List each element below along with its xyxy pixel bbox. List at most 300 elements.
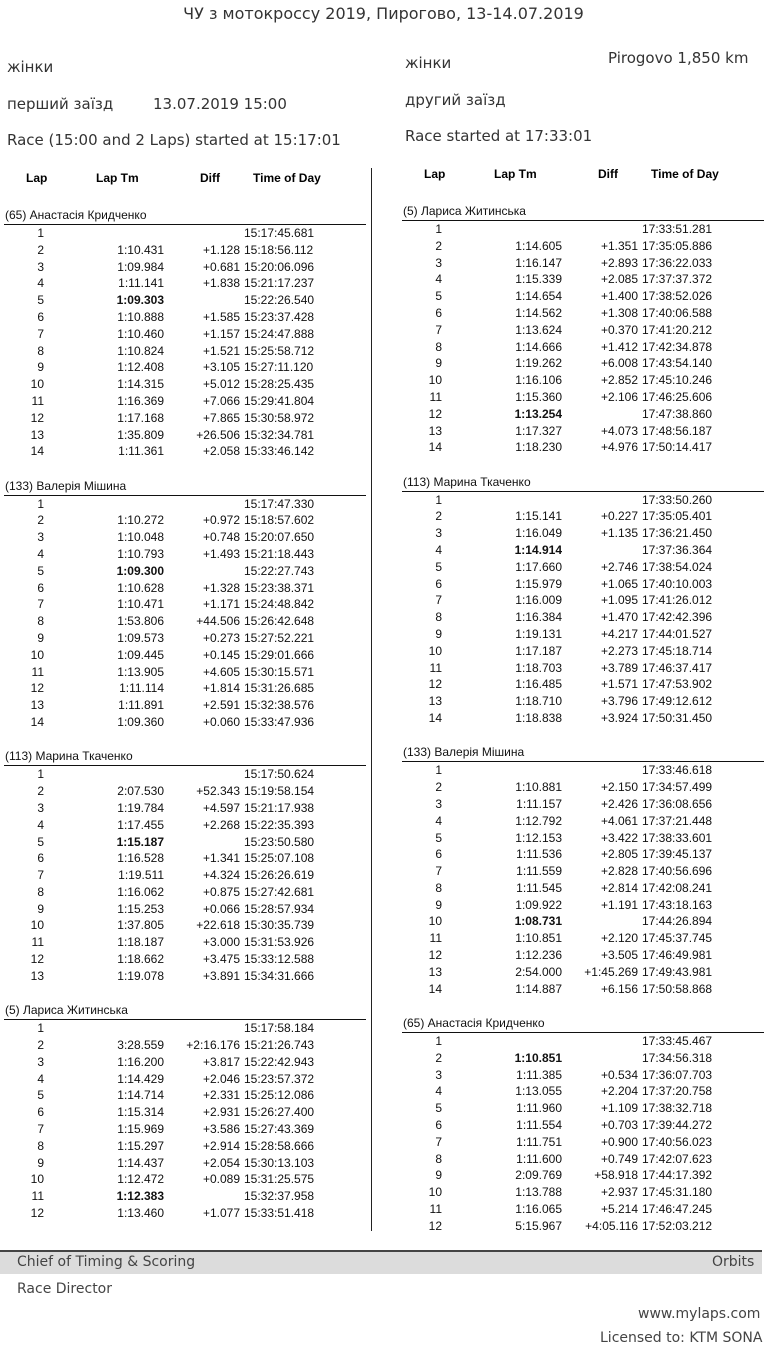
lap-number: 9 xyxy=(37,360,44,375)
lap-number: 6 xyxy=(435,1117,442,1132)
lap-time: 1:14.654 xyxy=(515,289,562,304)
lap-time: 1:13.788 xyxy=(515,1185,562,1200)
lap-time: 1:12.408 xyxy=(117,360,164,375)
lap-number: 8 xyxy=(37,343,44,358)
lap-row xyxy=(402,796,764,813)
lap-row xyxy=(4,697,366,714)
lap-number: 12 xyxy=(30,1205,44,1220)
time-of-day: 17:37:21.448 xyxy=(642,813,713,828)
lap-row xyxy=(402,1067,764,1084)
lap-time: 1:15.187 xyxy=(116,834,164,849)
rider-name: (65) Анастасія Кридченко xyxy=(402,1014,764,1033)
lap-time: 1:17.660 xyxy=(515,559,562,574)
time-of-day: 15:33:12.588 xyxy=(244,952,315,967)
lap-row xyxy=(4,1071,366,1088)
lap-row xyxy=(402,947,764,964)
lap-time: 1:16.485 xyxy=(515,677,562,692)
time-of-day: 15:26:42.648 xyxy=(244,614,315,629)
lap-row xyxy=(4,834,366,851)
right-results-column xyxy=(402,202,764,1235)
lap-number: 2 xyxy=(37,1037,44,1052)
time-of-day: 15:31:26.685 xyxy=(244,681,315,696)
lap-row xyxy=(402,710,764,727)
lap-time: 1:09.573 xyxy=(117,631,164,646)
lap-row xyxy=(402,913,764,930)
lap-time: 1:19.078 xyxy=(117,968,164,983)
lap-number: 7 xyxy=(37,1121,44,1136)
lap-row xyxy=(402,830,764,847)
lap-time: 1:11.361 xyxy=(118,444,164,459)
lap-number: 5 xyxy=(435,1101,442,1116)
lap-time: 1:13.905 xyxy=(117,664,164,679)
time-of-day: 15:18:57.602 xyxy=(244,513,315,528)
lap-number: 12 xyxy=(30,681,44,696)
lap-time: 1:18.703 xyxy=(515,660,562,675)
time-of-day: 17:33:46.618 xyxy=(642,763,713,778)
lap-diff: +26.506 xyxy=(196,427,240,442)
lap-number: 3 xyxy=(435,1067,442,1082)
lap-time: 1:18.230 xyxy=(515,440,562,455)
lap-row xyxy=(4,496,366,513)
website-label: www.mylaps.com xyxy=(638,1306,761,1322)
time-of-day: 17:49:12.612 xyxy=(642,694,713,709)
time-of-day: 17:38:54.024 xyxy=(642,559,713,574)
time-of-day: 15:24:48.842 xyxy=(244,597,315,612)
lap-diff: +0.145 xyxy=(202,647,240,662)
time-of-day: 15:25:58.712 xyxy=(244,343,315,358)
lap-time: 1:12.792 xyxy=(515,813,562,828)
lap-number: 8 xyxy=(37,884,44,899)
lap-diff: +0.749 xyxy=(600,1151,638,1166)
time-of-day: 15:33:47.936 xyxy=(244,715,315,730)
time-of-day: 15:23:57.372 xyxy=(244,1071,315,1086)
lap-number: 2 xyxy=(37,242,44,257)
lap-time: 1:15.339 xyxy=(515,272,562,287)
datetime-left: 13.07.2019 15:00 xyxy=(153,95,287,113)
lap-time: 1:12.472 xyxy=(117,1172,164,1187)
lap-row xyxy=(402,1167,764,1184)
lap-row xyxy=(4,968,366,985)
lap-diff: +44.506 xyxy=(196,614,240,629)
heat-left: перший заїзд xyxy=(7,95,114,113)
time-of-day: 15:23:38.371 xyxy=(244,580,315,595)
time-of-day: 17:40:56.023 xyxy=(642,1134,713,1149)
lap-row xyxy=(4,376,366,393)
lap-diff: +3.422 xyxy=(600,830,638,845)
lap-diff: +5.012 xyxy=(202,377,240,392)
lap-number: 3 xyxy=(37,800,44,815)
lap-row xyxy=(4,580,366,597)
time-of-day: 17:35:05.401 xyxy=(642,509,713,524)
lap-diff: +2.268 xyxy=(202,817,240,832)
lap-diff: +2.814 xyxy=(600,880,638,895)
lap-row xyxy=(402,964,764,981)
lap-number: 5 xyxy=(435,830,442,845)
time-of-day: 17:46:37.417 xyxy=(642,660,713,675)
lap-diff: +1.128 xyxy=(202,242,240,257)
lap-number: 2 xyxy=(435,509,442,524)
lap-diff: +4:05.116 xyxy=(585,1218,638,1233)
lap-diff: +2.204 xyxy=(600,1084,638,1099)
lap-time: 1:14.714 xyxy=(117,1088,164,1103)
lap-number: 2 xyxy=(37,784,44,799)
lap-row xyxy=(4,1171,366,1188)
lap-time: 1:19.784 xyxy=(117,800,164,815)
lap-number: 11 xyxy=(31,664,44,679)
lap-diff: +1.412 xyxy=(600,339,638,354)
lap-number: 1 xyxy=(37,496,44,511)
time-of-day: 15:18:56.112 xyxy=(244,242,314,257)
time-of-day: 15:30:35.739 xyxy=(244,918,315,933)
lap-number: 2 xyxy=(435,238,442,253)
time-of-day: 17:44:26.894 xyxy=(642,914,713,929)
time-of-day: 15:27:52.221 xyxy=(244,631,315,646)
lap-number: 14 xyxy=(428,440,442,455)
lap-number: 4 xyxy=(435,1084,442,1099)
lap-time: 1:13.460 xyxy=(117,1205,164,1220)
lap-row xyxy=(4,783,366,800)
lap-time: 1:18.187 xyxy=(117,935,164,950)
time-of-day: 15:17:45.681 xyxy=(244,226,315,240)
lap-diff: +1.077 xyxy=(202,1205,240,1220)
time-of-day: 17:43:18.163 xyxy=(642,897,713,912)
lap-diff: +1.814 xyxy=(202,681,240,696)
category-right: жінки xyxy=(405,54,452,72)
lap-time: 1:14.914 xyxy=(514,543,562,558)
lap-row xyxy=(402,339,764,356)
lap-row xyxy=(402,660,764,677)
lap-time: 1:14.887 xyxy=(515,981,562,996)
lap-diff: +5.214 xyxy=(600,1201,638,1216)
time-of-day: 17:37:20.758 xyxy=(642,1084,713,1099)
rider-name: (133) Валерія Мішина xyxy=(4,477,366,496)
lap-diff: +0.900 xyxy=(600,1134,638,1149)
lap-number: 1 xyxy=(37,1021,44,1036)
time-of-day: 17:36:08.656 xyxy=(642,796,713,811)
lap-diff: +2.852 xyxy=(600,373,638,388)
lap-number: 10 xyxy=(30,647,44,662)
time-of-day: 17:46:47.245 xyxy=(642,1201,713,1216)
lap-number: 14 xyxy=(30,444,44,459)
lap-diff: +3.475 xyxy=(202,952,240,967)
lap-number: 11 xyxy=(429,389,442,404)
lap-row xyxy=(4,443,366,460)
lap-number: 10 xyxy=(428,1185,442,1200)
lap-row xyxy=(4,563,366,580)
lap-row xyxy=(402,1100,764,1117)
col-header-lap: Lap xyxy=(26,171,48,185)
time-of-day: 17:52:03.212 xyxy=(642,1218,713,1233)
lap-time: 1:15.314 xyxy=(117,1105,164,1120)
lap-row xyxy=(402,559,764,576)
lap-number: 4 xyxy=(37,817,44,832)
lap-diff: +6.008 xyxy=(600,356,638,371)
time-of-day: 17:38:52.026 xyxy=(642,289,713,304)
lap-time: 1:16.147 xyxy=(515,255,562,270)
rider-name: (65) Анастасія Кридченко xyxy=(4,206,366,225)
lap-row xyxy=(4,1037,366,1054)
lap-number: 6 xyxy=(37,580,44,595)
lap-diff: +3.505 xyxy=(600,948,638,963)
lap-number: 6 xyxy=(435,305,442,320)
lap-diff: +1.470 xyxy=(600,610,638,625)
lap-diff: +4.605 xyxy=(202,664,240,679)
lap-row xyxy=(4,512,366,529)
lap-number: 14 xyxy=(30,715,44,730)
time-of-day: 15:19:58.154 xyxy=(244,784,315,799)
lap-number: 10 xyxy=(30,918,44,933)
time-of-day: 17:34:56.318 xyxy=(642,1050,713,1065)
time-of-day: 15:32:34.781 xyxy=(244,427,315,442)
lap-row xyxy=(402,238,764,255)
lap-time: 1:14.605 xyxy=(515,238,562,253)
time-of-day: 17:41:26.012 xyxy=(642,593,713,608)
lap-diff: +3.789 xyxy=(600,660,638,675)
lap-time: 1:15.360 xyxy=(515,389,562,404)
lap-number: 2 xyxy=(435,780,442,795)
lap-number: 12 xyxy=(428,1218,442,1233)
lap-time: 1:11.141 xyxy=(118,276,164,291)
lap-time: 1:09.984 xyxy=(117,259,164,274)
lap-time: 1:15.141 xyxy=(515,509,562,524)
lap-diff: +1:45.269 xyxy=(584,964,638,979)
lap-time: 1:14.666 xyxy=(515,339,562,354)
lap-row xyxy=(402,981,764,998)
lap-diff: +2.150 xyxy=(600,780,638,795)
lap-row xyxy=(402,1033,764,1050)
rider-section xyxy=(4,477,366,731)
lap-diff: +2.937 xyxy=(600,1185,638,1200)
lap-number: 13 xyxy=(30,698,44,713)
time-of-day: 17:41:20.212 xyxy=(642,322,713,337)
time-of-day: 17:48:56.187 xyxy=(642,423,713,438)
lap-row xyxy=(4,613,366,630)
lap-time: 1:16.009 xyxy=(515,593,562,608)
time-of-day: 15:22:27.743 xyxy=(244,563,315,578)
lap-row xyxy=(4,714,366,731)
lap-number: 1 xyxy=(435,222,442,236)
lap-row xyxy=(4,867,366,884)
time-of-day: 17:40:10.003 xyxy=(642,576,713,591)
lap-diff: +0.534 xyxy=(600,1067,638,1082)
lap-diff: +4.976 xyxy=(600,440,638,455)
lap-number: 1 xyxy=(435,492,442,507)
lap-number: 4 xyxy=(435,543,442,558)
lap-diff: +2.058 xyxy=(202,444,240,459)
lap-time: 1:10.851 xyxy=(515,931,562,946)
lap-number: 13 xyxy=(428,423,442,438)
lap-diff: +2.085 xyxy=(600,272,638,287)
time-of-day: 15:26:27.400 xyxy=(244,1105,315,1120)
time-of-day: 17:33:51.281 xyxy=(642,222,713,236)
lap-row xyxy=(4,901,366,918)
time-of-day: 15:29:01.666 xyxy=(244,647,315,662)
lap-time: 1:12.153 xyxy=(515,830,562,845)
time-of-day: 17:45:31.180 xyxy=(642,1185,713,1200)
lap-number: 4 xyxy=(435,813,442,828)
page-title: ЧУ з мотокроссу 2019, Пирогово, 13-14.07.2019 xyxy=(183,4,584,23)
lap-number: 1 xyxy=(435,763,442,778)
lap-diff: +2.426 xyxy=(600,796,638,811)
lap-row xyxy=(4,647,366,664)
lap-number: 1 xyxy=(37,226,44,240)
lap-diff: +0.681 xyxy=(202,259,240,274)
lap-time: 1:17.327 xyxy=(515,423,562,438)
lap-time: 1:14.429 xyxy=(117,1071,164,1086)
time-of-day: 15:30:58.972 xyxy=(244,410,315,425)
lap-number: 5 xyxy=(37,834,44,849)
lap-number: 9 xyxy=(37,1155,44,1170)
lap-diff: +4.073 xyxy=(600,423,638,438)
lap-time: 1:10.628 xyxy=(117,580,164,595)
lap-number: 11 xyxy=(31,393,44,408)
lap-row xyxy=(4,1054,366,1071)
lap-diff: +1.065 xyxy=(600,576,638,591)
time-of-day: 15:21:18.443 xyxy=(244,547,315,562)
lap-number: 9 xyxy=(435,1168,442,1183)
lap-row xyxy=(402,322,764,339)
time-of-day: 17:43:54.140 xyxy=(642,356,713,371)
lap-diff: +1.838 xyxy=(202,276,240,291)
lap-number: 7 xyxy=(435,1134,442,1149)
lap-time: 1:13.055 xyxy=(515,1084,562,1099)
lap-number: 8 xyxy=(37,1138,44,1153)
lap-time: 1:11.157 xyxy=(516,796,562,811)
lap-time: 1:15.253 xyxy=(117,901,164,916)
lap-diff: +4.061 xyxy=(600,813,638,828)
time-of-day: 17:36:07.703 xyxy=(642,1067,713,1082)
lap-time: 1:11.751 xyxy=(516,1134,562,1149)
lap-diff: +0.703 xyxy=(600,1117,638,1132)
lap-diff: +0.972 xyxy=(202,513,240,528)
lap-diff: +1.191 xyxy=(600,897,638,912)
lap-time: 1:17.168 xyxy=(117,410,164,425)
lap-time: 5:15.967 xyxy=(515,1218,562,1233)
time-of-day: 17:46:25.606 xyxy=(642,389,713,404)
lap-diff: +1.493 xyxy=(202,547,240,562)
lap-row xyxy=(402,779,764,796)
time-of-day: 15:17:58.184 xyxy=(244,1021,315,1036)
lap-time: 1:13.624 xyxy=(515,322,562,337)
lap-diff: +1.135 xyxy=(600,526,638,541)
lap-row xyxy=(402,813,764,830)
lap-row xyxy=(4,343,366,360)
lap-time: 1:16.384 xyxy=(515,610,562,625)
lap-time: 1:14.315 xyxy=(117,377,164,392)
lap-number: 13 xyxy=(428,964,442,979)
time-of-day: 15:31:25.575 xyxy=(244,1172,315,1187)
lap-diff: +1.351 xyxy=(600,238,638,253)
time-of-day: 17:42:34.878 xyxy=(642,339,713,354)
lap-number: 4 xyxy=(37,276,44,291)
time-of-day: 15:28:25.435 xyxy=(244,377,315,392)
lap-diff: +0.875 xyxy=(202,884,240,899)
lap-row xyxy=(4,951,366,968)
lap-diff: +0.273 xyxy=(202,631,240,646)
time-of-day: 17:50:14.417 xyxy=(642,440,713,455)
lap-time: 1:19.262 xyxy=(515,356,562,371)
lap-row xyxy=(4,259,366,276)
lap-diff: +1.571 xyxy=(600,677,638,692)
lap-row xyxy=(4,664,366,681)
lap-diff: +0.060 xyxy=(202,715,240,730)
lap-time: 1:37.805 xyxy=(117,918,164,933)
chief-of-timing-label: Chief of Timing & Scoring xyxy=(17,1254,196,1270)
lap-time: 1:11.536 xyxy=(516,847,562,862)
lap-number: 3 xyxy=(435,255,442,270)
lap-time: 1:09.360 xyxy=(117,715,164,730)
location-label: Pirogovo 1,850 km xyxy=(608,49,749,67)
lap-number: 5 xyxy=(37,1088,44,1103)
time-of-day: 17:40:56.696 xyxy=(642,864,713,879)
lap-row xyxy=(402,1083,764,1100)
lap-row xyxy=(402,1201,764,1218)
lap-row xyxy=(4,393,366,410)
lap-number: 14 xyxy=(428,981,442,996)
lap-diff: +2.331 xyxy=(202,1088,240,1103)
lap-row xyxy=(402,423,764,440)
lap-diff: +58.918 xyxy=(594,1168,638,1183)
lap-number: 6 xyxy=(435,847,442,862)
lap-row xyxy=(402,355,764,372)
rider-name: (5) Лариса Житинська xyxy=(402,202,764,221)
lap-time: 1:10.471 xyxy=(117,597,164,612)
lap-number: 3 xyxy=(37,530,44,545)
column-divider xyxy=(371,168,372,1231)
lap-number: 7 xyxy=(37,597,44,612)
lap-time: 1:16.049 xyxy=(515,526,562,541)
time-of-day: 15:24:47.888 xyxy=(244,326,315,341)
lap-number: 8 xyxy=(435,610,442,625)
time-of-day: 15:33:51.418 xyxy=(244,1205,315,1220)
time-of-day: 17:36:21.450 xyxy=(642,526,713,541)
lap-diff: +0.227 xyxy=(600,509,638,524)
time-of-day: 15:29:41.804 xyxy=(244,393,315,408)
lap-number: 9 xyxy=(435,356,442,371)
lap-number: 3 xyxy=(435,526,442,541)
lap-number: 12 xyxy=(428,677,442,692)
lap-row xyxy=(402,643,764,660)
lap-time: 1:16.200 xyxy=(117,1054,164,1069)
lap-row xyxy=(4,596,366,613)
lap-diff: +1.400 xyxy=(600,289,638,304)
lap-diff: +2.914 xyxy=(202,1138,240,1153)
time-of-day: 15:33:46.142 xyxy=(244,444,315,459)
time-of-day: 15:32:38.576 xyxy=(244,698,315,713)
lap-row xyxy=(402,863,764,880)
lap-time: 1:11.545 xyxy=(516,880,562,895)
lap-row xyxy=(4,427,366,444)
time-of-day: 15:31:53.926 xyxy=(244,935,315,950)
lap-row xyxy=(402,439,764,456)
lap-number: 9 xyxy=(37,901,44,916)
rider-name: (113) Марина Ткаченко xyxy=(4,747,366,766)
lap-row xyxy=(4,680,366,697)
start-time-right: Race started at 17:33:01 xyxy=(405,127,593,145)
lap-number: 8 xyxy=(435,880,442,895)
time-of-day: 15:20:06.096 xyxy=(244,259,315,274)
time-of-day: 15:32:37.958 xyxy=(244,1189,315,1204)
lap-row xyxy=(4,800,366,817)
lap-diff: +3.817 xyxy=(202,1054,240,1069)
time-of-day: 17:42:42.396 xyxy=(642,610,713,625)
time-of-day: 17:49:43.981 xyxy=(642,964,713,979)
lap-diff: +1.157 xyxy=(202,326,240,341)
lap-row xyxy=(4,529,366,546)
time-of-day: 17:38:32.718 xyxy=(642,1101,713,1116)
lap-row xyxy=(402,542,764,559)
lap-diff: +2.120 xyxy=(600,931,638,946)
